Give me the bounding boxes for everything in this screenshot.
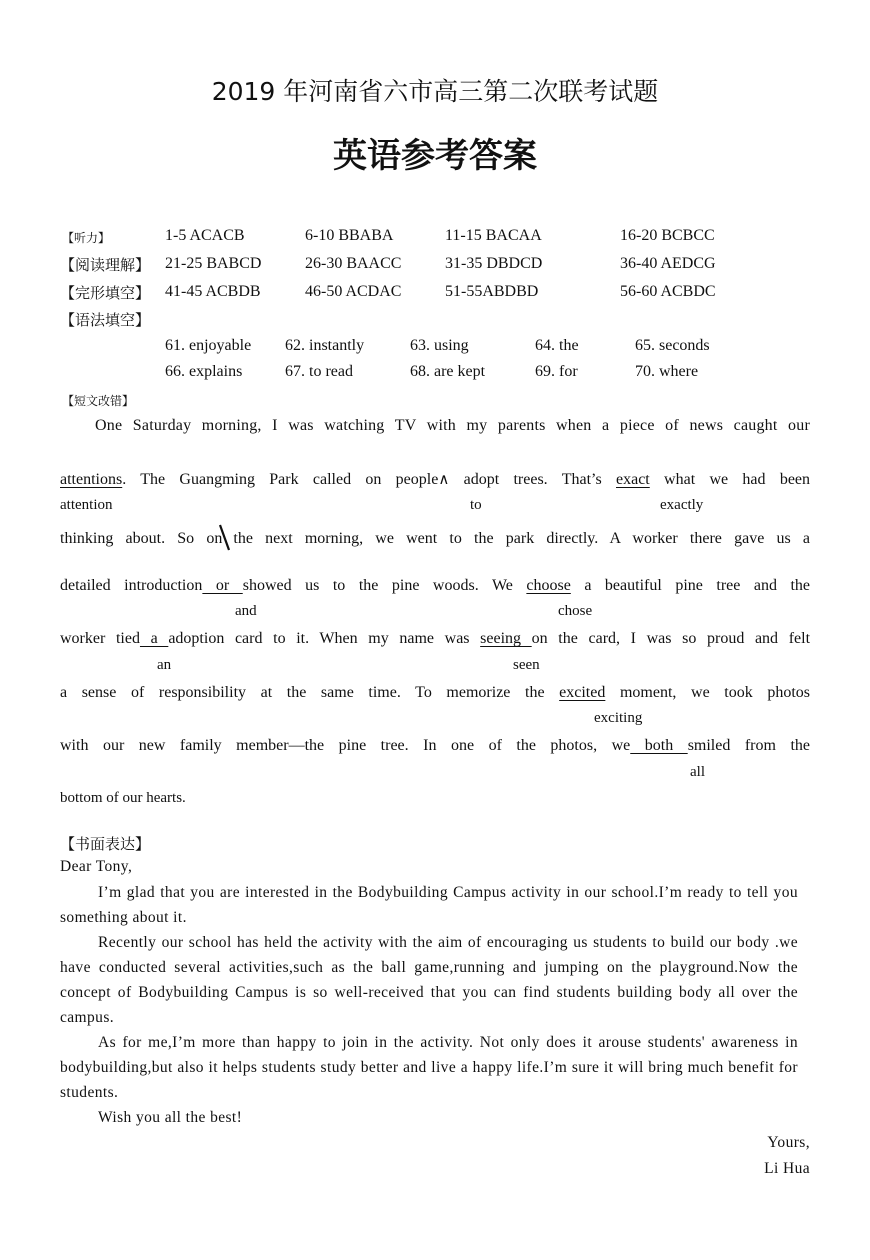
correction-fix: an <box>157 657 172 673</box>
letter-signature: Li Hua <box>764 1160 810 1177</box>
reading-answer: 36-40 AEDCG <box>620 255 716 272</box>
error-word: seeing <box>480 630 532 647</box>
correction-fix: attention <box>60 497 113 513</box>
reading-answer: 31-35 DBDCD <box>445 255 543 272</box>
listening-answer: 11-15 BACAA <box>445 227 542 244</box>
correction-fix: and <box>235 603 257 619</box>
correction-fix: exactly <box>660 497 704 513</box>
letter-closing: Yours, <box>767 1134 810 1151</box>
reading-answer: 26-30 BAACC <box>305 255 402 272</box>
error-word: exact <box>616 471 650 488</box>
correction-label: 【短文改错】 <box>62 394 135 408</box>
correction-line-3: thinking about. So on the next morning, we went to the park directly. A worker there gave us a <box>60 523 810 553</box>
cloze-answer: 56-60 ACBDC <box>620 283 716 300</box>
cloze-answer: 41-45 ACBDB <box>165 283 261 300</box>
writing-label: 【书面表达】 <box>60 835 151 853</box>
delete-slash-icon <box>218 523 232 553</box>
grammar-answer: 63. using <box>410 337 469 354</box>
reading-label: 【阅读理解】 <box>60 256 151 274</box>
letter-greeting: Dear Tony, <box>60 858 133 875</box>
correction-line-4: detailed introduction or showed us to the pine woods. We choose a beautiful pine tree and the <box>60 577 811 594</box>
grammar-answer: 68. are kept <box>410 363 486 380</box>
correction-line-1: One Saturday morning, I was watching TV with my parents when a piece of news caught our <box>95 417 810 434</box>
grammar-answer: 66. explains <box>165 363 243 380</box>
listening-label: 【听力】 <box>62 231 111 245</box>
grammar-answer: 70. where <box>635 363 699 380</box>
error-word: a <box>139 630 169 647</box>
grammar-answer: 67. to read <box>285 363 353 380</box>
correction-line-8: bottom of our hearts. <box>60 790 186 806</box>
grammar-answer: 69. for <box>535 363 578 380</box>
error-word: choose <box>526 577 571 594</box>
correction-fix: chose <box>558 603 593 619</box>
correction-fix: to <box>470 497 482 513</box>
letter-paragraph: I’m glad that you are interested in the Bodybuilding Campus activity in our school.I’m ready to tell you something about it. <box>60 884 798 926</box>
listening-answer: 1-5 ACACB <box>165 227 245 244</box>
error-word: attentions <box>60 471 123 488</box>
error-word: both <box>630 737 688 754</box>
correction-line-7: with our new family member—the pine tree. In one of the photos, we both smiled from the <box>60 737 810 754</box>
correction-fix: exciting <box>594 710 643 726</box>
correction-line-6: a sense of responsibility at the same time. To memorize the excited moment, we took photos <box>60 684 810 701</box>
correction-line-2: attentions. The Guangming Park called on people∧ adopt trees. That’s exact what we had been <box>60 470 811 488</box>
letter-paragraph: Recently our school has held the activity with the aim of encouraging us students to build our body .we have conducted several activities,such as the ball game,running and jumping on the playground.Now the concept of Bodybuilding Campus is so well-received that you can find students building body all over the campus. <box>60 934 798 1026</box>
grammar-answer: 65. seconds <box>635 337 710 354</box>
cloze-answer: 46-50 ACDAC <box>305 283 402 300</box>
correction-line-5: worker tied a adoption card to it. When my name was seeing on the card, I was so proud and felt <box>60 630 811 647</box>
grammar-answer: 64. the <box>535 337 579 354</box>
grammar-answer: 61. enjoyable <box>165 337 252 354</box>
answer-key-title: 英语参考答案 <box>333 136 537 176</box>
cloze-label: 【完形填空】 <box>60 284 151 302</box>
grammar-label: 【语法填空】 <box>60 311 151 329</box>
listening-answer: 6-10 BBABA <box>305 227 394 244</box>
listening-answer: 16-20 BCBCC <box>620 227 715 244</box>
error-word: excited <box>559 684 606 701</box>
letter-paragraph: Wish you all the best! <box>98 1109 243 1126</box>
letter-paragraph: As for me,I’m more than happy to join in the activity. Not only does it arouse students' awareness in bodybuilding,but also it helps students study better and live a happy life.I’m sure it will bring much benefit for students. <box>60 1034 798 1101</box>
correction-fix: seen <box>513 657 540 673</box>
grammar-answer: 62. instantly <box>285 337 365 354</box>
cloze-answer: 51-55ABDBD <box>445 283 539 300</box>
insert-caret-icon: ∧ <box>438 470 450 488</box>
error-word: or <box>202 577 243 594</box>
reading-answer: 21-25 BABCD <box>165 255 262 272</box>
exam-title: 2019 年河南省六市高三第二次联考试题 <box>211 77 659 106</box>
correction-fix: all <box>690 764 705 780</box>
